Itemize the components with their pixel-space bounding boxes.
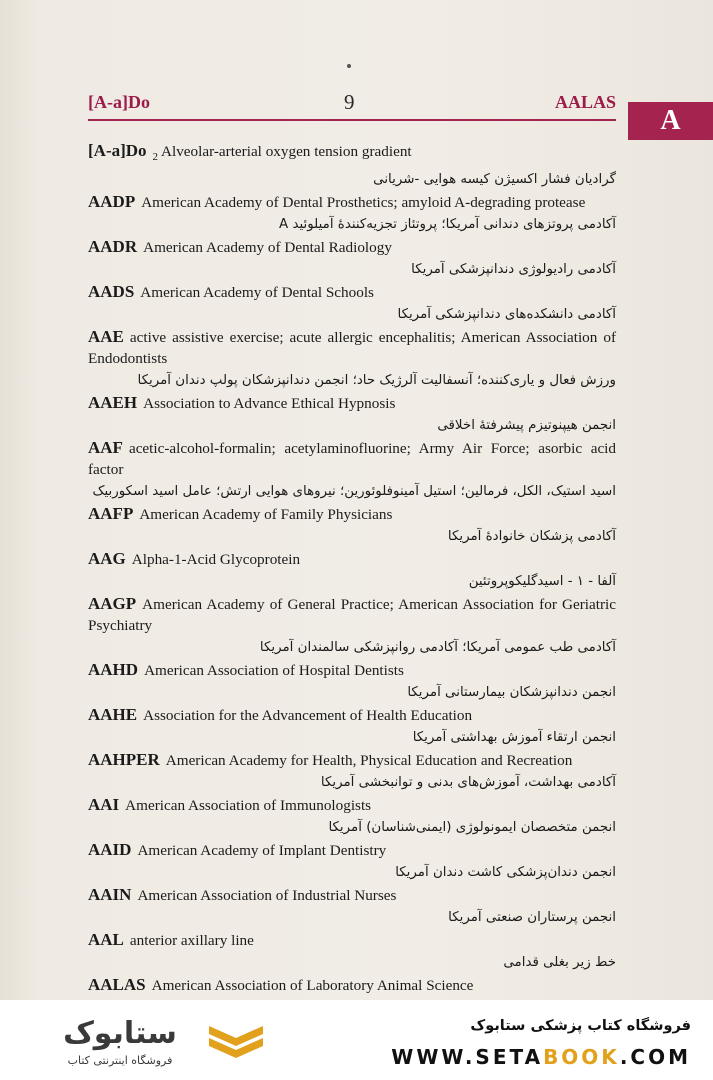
book-logo-icon — [205, 1020, 267, 1060]
entry-definition: American Association of Hospital Dentists — [144, 662, 404, 680]
entry-subscript: 2 — [152, 151, 159, 164]
entry-english — [88, 794, 616, 816]
entry-english — [88, 929, 616, 951]
section-tab: A — [628, 102, 713, 140]
running-header — [88, 92, 616, 118]
dictionary-entry — [88, 794, 616, 839]
entry-definition: acetic-alcohol-formalin; acetylaminofluorine; Army Air Force; asorbic acid factor — [88, 440, 616, 479]
entry-english — [88, 437, 616, 480]
entry-abbreviation: AADS — [88, 282, 135, 302]
entry-abbreviation: AADR — [88, 237, 138, 257]
dictionary-entry — [88, 140, 616, 191]
entry-english — [88, 326, 616, 369]
dictionary-entry — [88, 236, 616, 281]
dictionary-entry — [88, 548, 616, 593]
dictionary-entry — [88, 191, 616, 236]
entry-persian: انجمن پرستاران صنعتی آمریکا — [448, 910, 616, 926]
entry-definition: American Academy of Family Physicians — [139, 506, 393, 524]
page-speck — [347, 64, 351, 68]
entry-persian: آکادمی بهداشت، آموزش‌های بدنی و توانبخشی آمریکا — [320, 775, 616, 791]
store-name: فروشگاه کتاب پزشکی ستابوک — [470, 1018, 691, 1034]
entry-definition: American Academy of Dental Prosthetics; amyloid A-degrading protease — [141, 194, 586, 212]
entry-english — [88, 191, 616, 213]
dictionary-entry — [88, 974, 616, 996]
entry-persian: آکادمی طب عمومی آمریکا؛ آکادمی روانپزشکی سالمندان آمریکا — [259, 640, 616, 656]
entry-english — [88, 974, 616, 996]
entry-abbreviation: AAL — [88, 930, 124, 950]
entry-english — [88, 704, 616, 726]
dictionary-entry — [88, 659, 616, 704]
entry-definition: Association to Advance Ethical Hypnosis — [143, 395, 396, 413]
entry-abbreviation: AAF — [88, 438, 123, 458]
entry-persian: انجمن متخصصان ایمونولوژی (ایمنی‌شناسان) آمریکا — [328, 820, 616, 836]
header-right-term: AALAS — [554, 92, 616, 112]
entry-abbreviation: AAE — [88, 327, 124, 347]
dictionary-entry — [88, 884, 616, 929]
entry-abbreviation: AALAS — [88, 975, 146, 995]
dictionary-entries — [88, 140, 616, 996]
entry-persian: آلفا - ۱ - اسیدگلیکوپروتئین — [468, 574, 616, 590]
dictionary-entry — [88, 437, 616, 503]
entry-english — [88, 236, 616, 258]
entry-persian: آکادمی پروتزهای دندانی آمریکا؛ پروتئاز تجزیه‌کنندهٔ آمیلوئید A — [279, 217, 616, 233]
dictionary-entry — [88, 929, 616, 974]
dictionary-entry — [88, 326, 616, 392]
dictionary-entry — [88, 704, 616, 749]
dictionary-entry — [88, 392, 616, 437]
entry-english — [88, 839, 616, 861]
entry-abbreviation: [A-a]Do — [88, 141, 147, 160]
entry-abbreviation: AAIN — [88, 885, 132, 905]
entry-abbreviation: AAFP — [88, 504, 134, 524]
entry-abbreviation: AAI — [88, 795, 120, 815]
entry-definition: American Academy of Implant Dentistry — [137, 842, 387, 860]
header-left-term: [A-a]Do — [88, 92, 150, 112]
header-rule — [88, 119, 616, 121]
entry-definition: active assistive exercise; acute allergic encephalitis; American Association of Endodontists — [88, 329, 616, 368]
entry-definition: Alpha-1-Acid Glycoprotein — [131, 551, 301, 569]
dictionary-entry — [88, 593, 616, 659]
entry-english — [88, 548, 616, 570]
entry-definition: American Academy of Dental Radiology — [143, 239, 392, 257]
entry-abbreviation: AAHE — [88, 705, 138, 725]
entry-persian: آکادمی رادیولوژی دندانپزشکی آمریکا — [411, 262, 616, 278]
entry-english — [88, 659, 616, 681]
dictionary-entry — [88, 749, 616, 794]
entry-persian: آکادمی دانشکده‌های دندانپزشکی آمریکا — [397, 307, 616, 323]
dictionary-entry — [88, 281, 616, 326]
entry-definition: American Academy for Health, Physical Education and Recreation — [165, 752, 573, 770]
entry-abbreviation: AAGP — [88, 594, 137, 614]
logo-tagline: فروشگاه اینترنتی کتاب — [67, 1054, 173, 1067]
entry-abbreviation: AAID — [88, 840, 132, 860]
entry-definition: American Association of Laboratory Animal Science — [151, 977, 474, 995]
entry-english — [88, 749, 616, 771]
store-url[interactable] — [391, 1045, 691, 1069]
entry-definition: American Association of Industrial Nurses — [137, 887, 397, 905]
entry-definition: anterior axillary line — [129, 932, 254, 950]
url-suffix: .COM — [619, 1045, 691, 1069]
url-accent: BOOK — [543, 1045, 620, 1069]
entry-definition: American Association of Immunologists — [125, 797, 372, 815]
entry-english — [88, 593, 616, 636]
logo-wordmark: ستابوک — [63, 1016, 177, 1051]
entry-abbreviation: AAEH — [88, 393, 138, 413]
dictionary-entry — [88, 503, 616, 548]
page-number: 9 — [344, 90, 355, 114]
entry-persian: گرادیان فشار اکسیژن کیسه هوایی -شریانی — [373, 172, 616, 188]
entry-persian: اسید استیک، الکل، فرمالین؛ استیل آمینوفلوئورین؛ نیروهای هوایی ارتش؛ عامل اسید اسکوربیک — [92, 484, 616, 500]
entry-definition: American Academy of Dental Schools — [140, 284, 374, 302]
entry-abbreviation: AADP — [88, 192, 136, 212]
url-prefix: WWW.SETA — [391, 1045, 544, 1069]
entry-persian: انجمن دندان‌پزشکی کاشت دندان آمریکا — [395, 865, 616, 881]
entry-abbreviation: AAG — [88, 549, 126, 569]
entry-persian: ورزش فعال و یاری‌کننده؛ آنسفالیت آلرژیک حاد؛ انجمن دندانپزشکان پولپ دندان آمریکا — [137, 373, 616, 389]
entry-english — [88, 884, 616, 906]
entry-abbreviation: AAHPER — [88, 750, 160, 770]
entry-persian: انجمن دندانپزشکان بیمارستانی آمریکا — [407, 685, 616, 701]
entry-definition: Association for the Advancement of Health Education — [143, 707, 473, 725]
entry-persian: انجمن ارتقاء آموزش بهداشتی آمریکا — [412, 730, 616, 746]
entry-persian: آکادمی پزشکان خانوادهٔ آمریکا — [447, 529, 616, 545]
entry-english — [88, 503, 616, 525]
entry-definition: American Academy of General Practice; American Association for Geriatric Psychiatry — [88, 596, 616, 635]
entry-abbreviation: AAHD — [88, 660, 139, 680]
dictionary-entry — [88, 839, 616, 884]
entry-english — [88, 281, 616, 303]
entry-persian: خط زیر بغلی قدامی — [503, 955, 616, 971]
entry-english — [88, 140, 616, 168]
entry-definition: Alveolar-arterial oxygen tension gradient — [161, 143, 412, 160]
entry-english — [88, 392, 616, 414]
entry-persian: انجمن هیپنوتیزم پیشرفتهٔ اخلاقی — [437, 418, 616, 434]
